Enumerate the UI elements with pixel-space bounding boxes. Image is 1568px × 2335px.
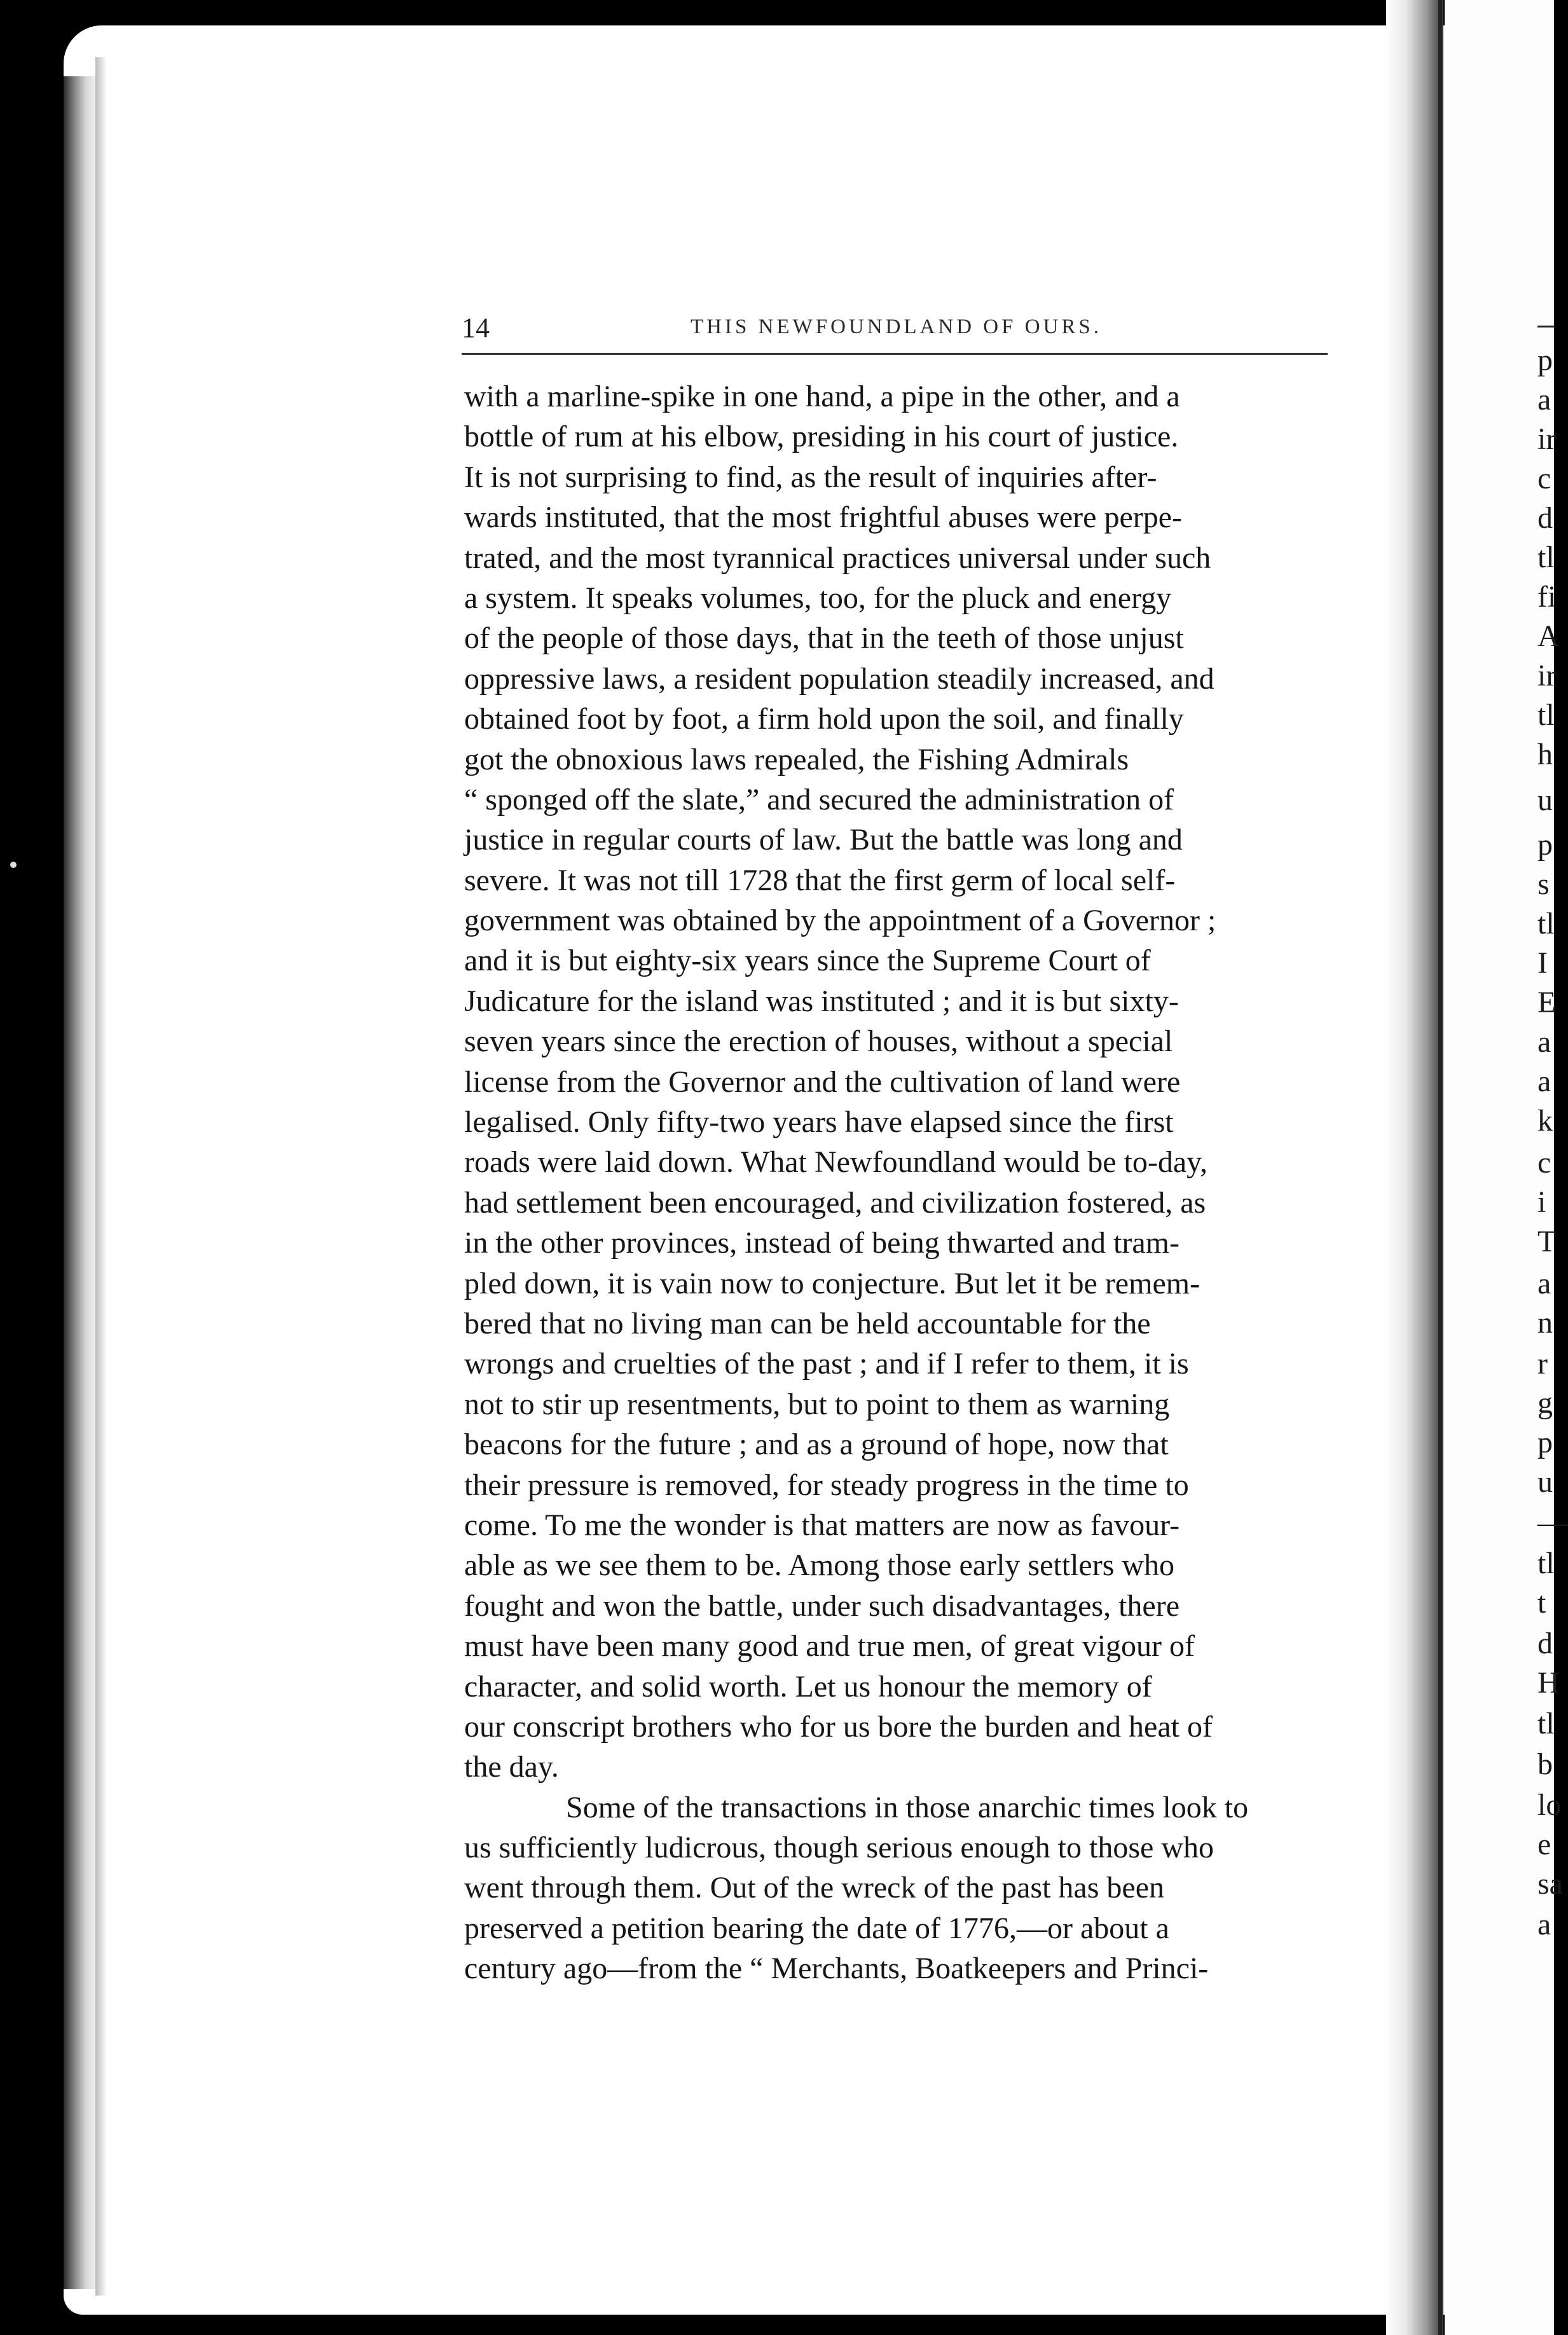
text-line: got the obnoxious laws repealed, the Fishing Admirals	[464, 742, 1129, 776]
facing-page-fragment: T	[1537, 1225, 1557, 1258]
scan-speck	[10, 862, 17, 868]
text-line: went through them. Out of the wreck of the past has been	[464, 1871, 1165, 1905]
facing-page-fragment: a	[1537, 1025, 1551, 1059]
gutter-line	[1438, 0, 1442, 2335]
body-text	[464, 376, 1386, 1989]
text-line: obtained foot by foot, a firm hold upon the soil, and finally	[464, 702, 1184, 736]
page-edge-highlight	[95, 57, 107, 2296]
text-line: of the people of those days, that in the teeth of those unjust	[464, 621, 1184, 656]
text-line: Judicature for the island was instituted ; and it is but sixty-	[464, 984, 1179, 1018]
facing-page-fragment: a	[1537, 383, 1551, 417]
text-line: severe. It was not till 1728 that the first germ of local self-	[464, 863, 1176, 897]
facing-page-fragment: p	[1537, 343, 1553, 377]
header-rule	[462, 353, 1328, 355]
text-line: Some of the transactions in those anarchic times look to	[566, 1790, 1249, 1824]
facing-page-fragment: tl	[1537, 541, 1555, 574]
text-line: It is not surprising to find, as the result of inquiries after-	[464, 460, 1157, 494]
facing-page-fragment: A	[1537, 619, 1560, 653]
facing-page-fragment: d	[1537, 501, 1553, 535]
text-line: trated, and the most tyrannical practices universal under such	[464, 541, 1211, 575]
facing-page-fragment: r	[1537, 1347, 1548, 1381]
text-line: had settlement been encouraged, and civilization fostered, as	[464, 1185, 1206, 1220]
text-line: license from the Governor and the cultivation of land were	[464, 1064, 1181, 1099]
facing-page-fragment: tl	[1537, 1546, 1555, 1580]
facing-page-fragment: c	[1537, 462, 1551, 495]
facing-page-fragment: tl	[1537, 698, 1555, 732]
text-line: with a marline-spike in one hand, a pipe in the other, and a	[464, 380, 1180, 413]
text-line: roads were laid down. What Newfoundland would be to-day,	[464, 1145, 1208, 1180]
text-line: century ago—from the “ Merchants, Boatkeepers and Princi-	[464, 1952, 1209, 1986]
facing-page-fragment: d	[1537, 1627, 1553, 1660]
text-line: justice in regular courts of law. But the battle was long and	[464, 823, 1183, 857]
facing-page-fragment: lo	[1537, 1788, 1562, 1822]
text-line: our conscript brothers who for us bore the burden and heat of	[464, 1709, 1213, 1744]
facing-page-fragment: b	[1537, 1747, 1553, 1781]
text-line: not to stir up resentments, but to point to them as warning	[464, 1387, 1170, 1421]
facing-page-fragment: ir	[1537, 422, 1557, 456]
text-line: fought and won the battle, under such disadvantages, there	[464, 1588, 1179, 1623]
facing-page-fragment: n	[1537, 1306, 1553, 1340]
text-line: government was obtained by the appointment of a Governor ;	[464, 904, 1216, 938]
facing-page-fragment: tl	[1537, 907, 1555, 940]
facing-page-fragment: h	[1537, 738, 1553, 771]
facing-page-fragment: a	[1537, 1064, 1551, 1098]
text-line: a system. It speaks volumes, too, for the pluck and energy	[464, 581, 1172, 615]
facing-page-fragment: E	[1537, 986, 1557, 1019]
facing-page-fragment: s	[1537, 867, 1550, 901]
text-line: their pressure is removed, for steady progress in the time to	[464, 1468, 1189, 1502]
facing-page-fragment: ir	[1537, 659, 1557, 692]
facing-page-fragment: t	[1537, 1586, 1546, 1620]
text-line: the day.	[464, 1750, 559, 1784]
facing-page-fragment: —	[1537, 1506, 1568, 1539]
facing-page-fragment: u	[1537, 783, 1553, 817]
facing-page-fragment: H	[1537, 1666, 1560, 1700]
text-line: character, and solid worth. Let us honour the memory of	[464, 1669, 1152, 1704]
text-line: in the other provinces, instead of being thwarted and tram-	[464, 1226, 1179, 1260]
text-line: bered that no living man can be held accountable for the	[464, 1306, 1151, 1340]
text-line: us sufficiently ludicrous, though serious enough to those who	[464, 1831, 1214, 1865]
text-line: wrongs and cruelties of the past ; and if I refer to them, it is	[464, 1347, 1189, 1381]
text-line: must have been many good and true men, of great vigour of	[464, 1629, 1195, 1663]
facing-page-fragment: e	[1537, 1828, 1551, 1861]
facing-page-fragment: p	[1537, 1426, 1553, 1459]
text-line: beacons for the future ; and as a ground of hope, now that	[464, 1428, 1169, 1462]
text-line: and it is but eighty-six years since the Supreme Court of	[464, 944, 1151, 978]
text-line: able as we see them to be. Among those early settlers who	[464, 1548, 1175, 1583]
facing-page-fragment: k	[1537, 1104, 1553, 1138]
facing-page-fragment: u	[1537, 1465, 1553, 1499]
facing-page-fragment: sa	[1537, 1867, 1563, 1901]
text-line: legalised. Only fifty-two years have elapsed since the first	[464, 1105, 1174, 1140]
running-title: THIS NEWFOUNDLAND OF OURS.	[691, 315, 1103, 338]
page-number: 14	[462, 312, 490, 343]
text-line: come. To me the wonder is that matters are now as favour-	[464, 1508, 1180, 1542]
facing-page-fragment: i	[1537, 1185, 1546, 1219]
facing-page-fragment: g	[1537, 1386, 1553, 1420]
facing-page-fragment: p	[1537, 828, 1553, 862]
facing-page-fragment: a	[1537, 1908, 1551, 1941]
facing-page-fragment: I	[1537, 946, 1548, 980]
facing-page-fragment: a	[1537, 1267, 1551, 1300]
text-line: preserved a petition bearing the date of 1776,—or about a	[464, 1911, 1169, 1945]
running-header	[462, 312, 1333, 350]
facing-page-fragment: c	[1537, 1146, 1551, 1180]
facing-page-fragment: fi	[1537, 580, 1557, 614]
text-line: oppressive laws, a resident population steadily increased, and	[464, 661, 1214, 696]
text-line: seven years since the erection of houses, without a special	[464, 1024, 1173, 1059]
text-line: wards instituted, that the most frightful abuses were perpe-	[464, 500, 1183, 535]
facing-page-rule	[1537, 326, 1554, 327]
text-line: bottle of rum at his elbow, presiding in his court of justice.	[464, 420, 1179, 454]
text-line: “ sponged off the slate,” and secured the administration of	[464, 782, 1174, 816]
facing-page-fragment: tl	[1537, 1707, 1555, 1740]
text-line: pled down, it is vain now to conjecture. But let it be remem-	[464, 1266, 1200, 1300]
book-gutter	[1386, 0, 1443, 2335]
